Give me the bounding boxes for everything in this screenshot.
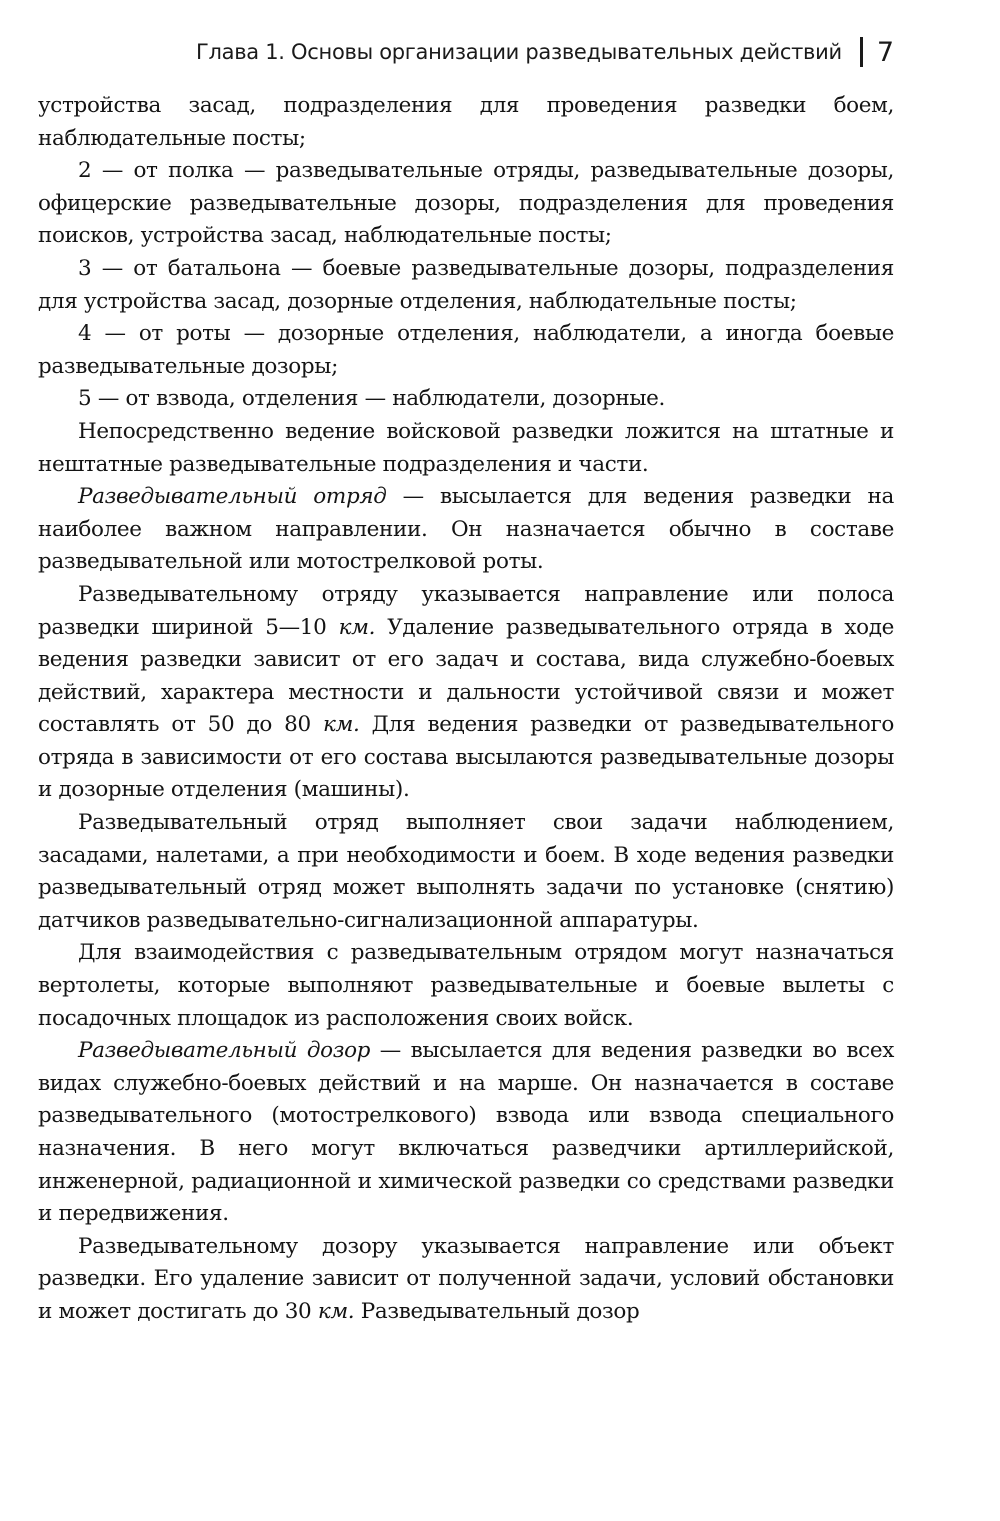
text-run: Разведывательный дозор xyxy=(354,1298,640,1324)
paragraph xyxy=(38,1231,894,1329)
text-run: 2 — от полка — разведывательные отряды, разведывательные дозоры, офицерские разведывательные дозоры, подразделения для проведения поисков, устройства засад, наблюдательные посты; xyxy=(38,158,894,249)
paragraph xyxy=(38,807,894,937)
text-run: 5 — от взвода, отделения — наблюдатели, дозорные. xyxy=(78,386,665,412)
italic-term: Разведывательный отряд xyxy=(78,484,387,510)
paragraph xyxy=(38,1035,894,1231)
paragraph xyxy=(38,937,894,1035)
text-run: Разведывательному отряду указывается направление или полоса разведки шириной 5—10 xyxy=(38,581,894,640)
body-text xyxy=(38,90,894,1329)
text-run: Разведывательному дозору указывается направление или объект разведки. Его удаление зависит от полученной задачи, условий обстановки и может достигать до 30 xyxy=(38,1233,894,1324)
paragraph xyxy=(38,318,894,383)
paragraph xyxy=(38,155,894,253)
text-run: 3 — от батальона — боевые разведывательные дозоры, подразделения для устройства засад, дозорные отделения, наблюдательные посты; xyxy=(38,255,894,314)
running-header xyxy=(0,32,894,72)
text-run: 4 — от роты — дозорные отделения, наблюдатели, а иногда боевые разведывательные дозоры; xyxy=(38,321,894,379)
text-run: устройства засад, подразделения для проведения разведки боем, наблюдательные посты; xyxy=(38,93,894,151)
text-run: Для ведения разведки от разведывательного отряда в зависимости от его состава высылаются разведывательные дозоры и дозорные отделения (машины). xyxy=(38,712,894,803)
paragraph xyxy=(38,90,894,155)
paragraph xyxy=(38,383,894,416)
text-run: Удаление разведывательного отряда в ходе ведения разведки зависит от его задач и состава, вида служебно-боевых действий, характера местности и дальности устойчивой связи и может составлять от 50 до 80 xyxy=(38,614,894,738)
paragraph xyxy=(38,416,894,481)
page-number: 7 xyxy=(876,36,894,68)
text-run: Непосредственно ведение войсковой разведки ложится на штатные и нештатные разведывательные подразделения и части. xyxy=(38,418,894,477)
text-run: Разведывательный отряд выполняет свои задачи наблюдением, засадами, налетами, а при необходимости и боем. В ходе ведения разведки разведывательный отряд может выполнять задачи по установке (снятию) датчиков разведывательно-сигнализационной аппаратуры. xyxy=(38,810,894,933)
italic-term: км. xyxy=(338,614,376,640)
italic-term: км. xyxy=(323,712,360,738)
paragraph xyxy=(38,481,894,579)
text-run: — высылается для ведения разведки на наиболее важном направлении. Он назначается обычно в составе разведывательной или мотострелковой роты. xyxy=(38,484,894,575)
header-divider xyxy=(860,37,863,67)
paragraph xyxy=(38,579,894,807)
italic-term: км. xyxy=(317,1298,355,1324)
italic-term: Разведывательный дозор xyxy=(78,1038,371,1064)
text-run: Для взаимодействия с разведывательным отрядом могут назначаться вертолеты, которые выполняют разведывательные и боевые вылеты с посадочных площадок из расположения своих войск. xyxy=(38,940,894,1031)
text-run: — высылается для ведения разведки во всех видах служебно-боевых действий и на марше. Он назначается в составе разведывательного (мотострелкового) взвода или взвода специального назначения. В него могут включаться разведчики артиллерийской, инженерной, радиационной и химической разведки со средствами разведки и передвижения. xyxy=(38,1038,894,1227)
paragraph xyxy=(38,253,894,318)
chapter-title: Глава 1. Основы организации разведывательных действий xyxy=(196,40,842,64)
